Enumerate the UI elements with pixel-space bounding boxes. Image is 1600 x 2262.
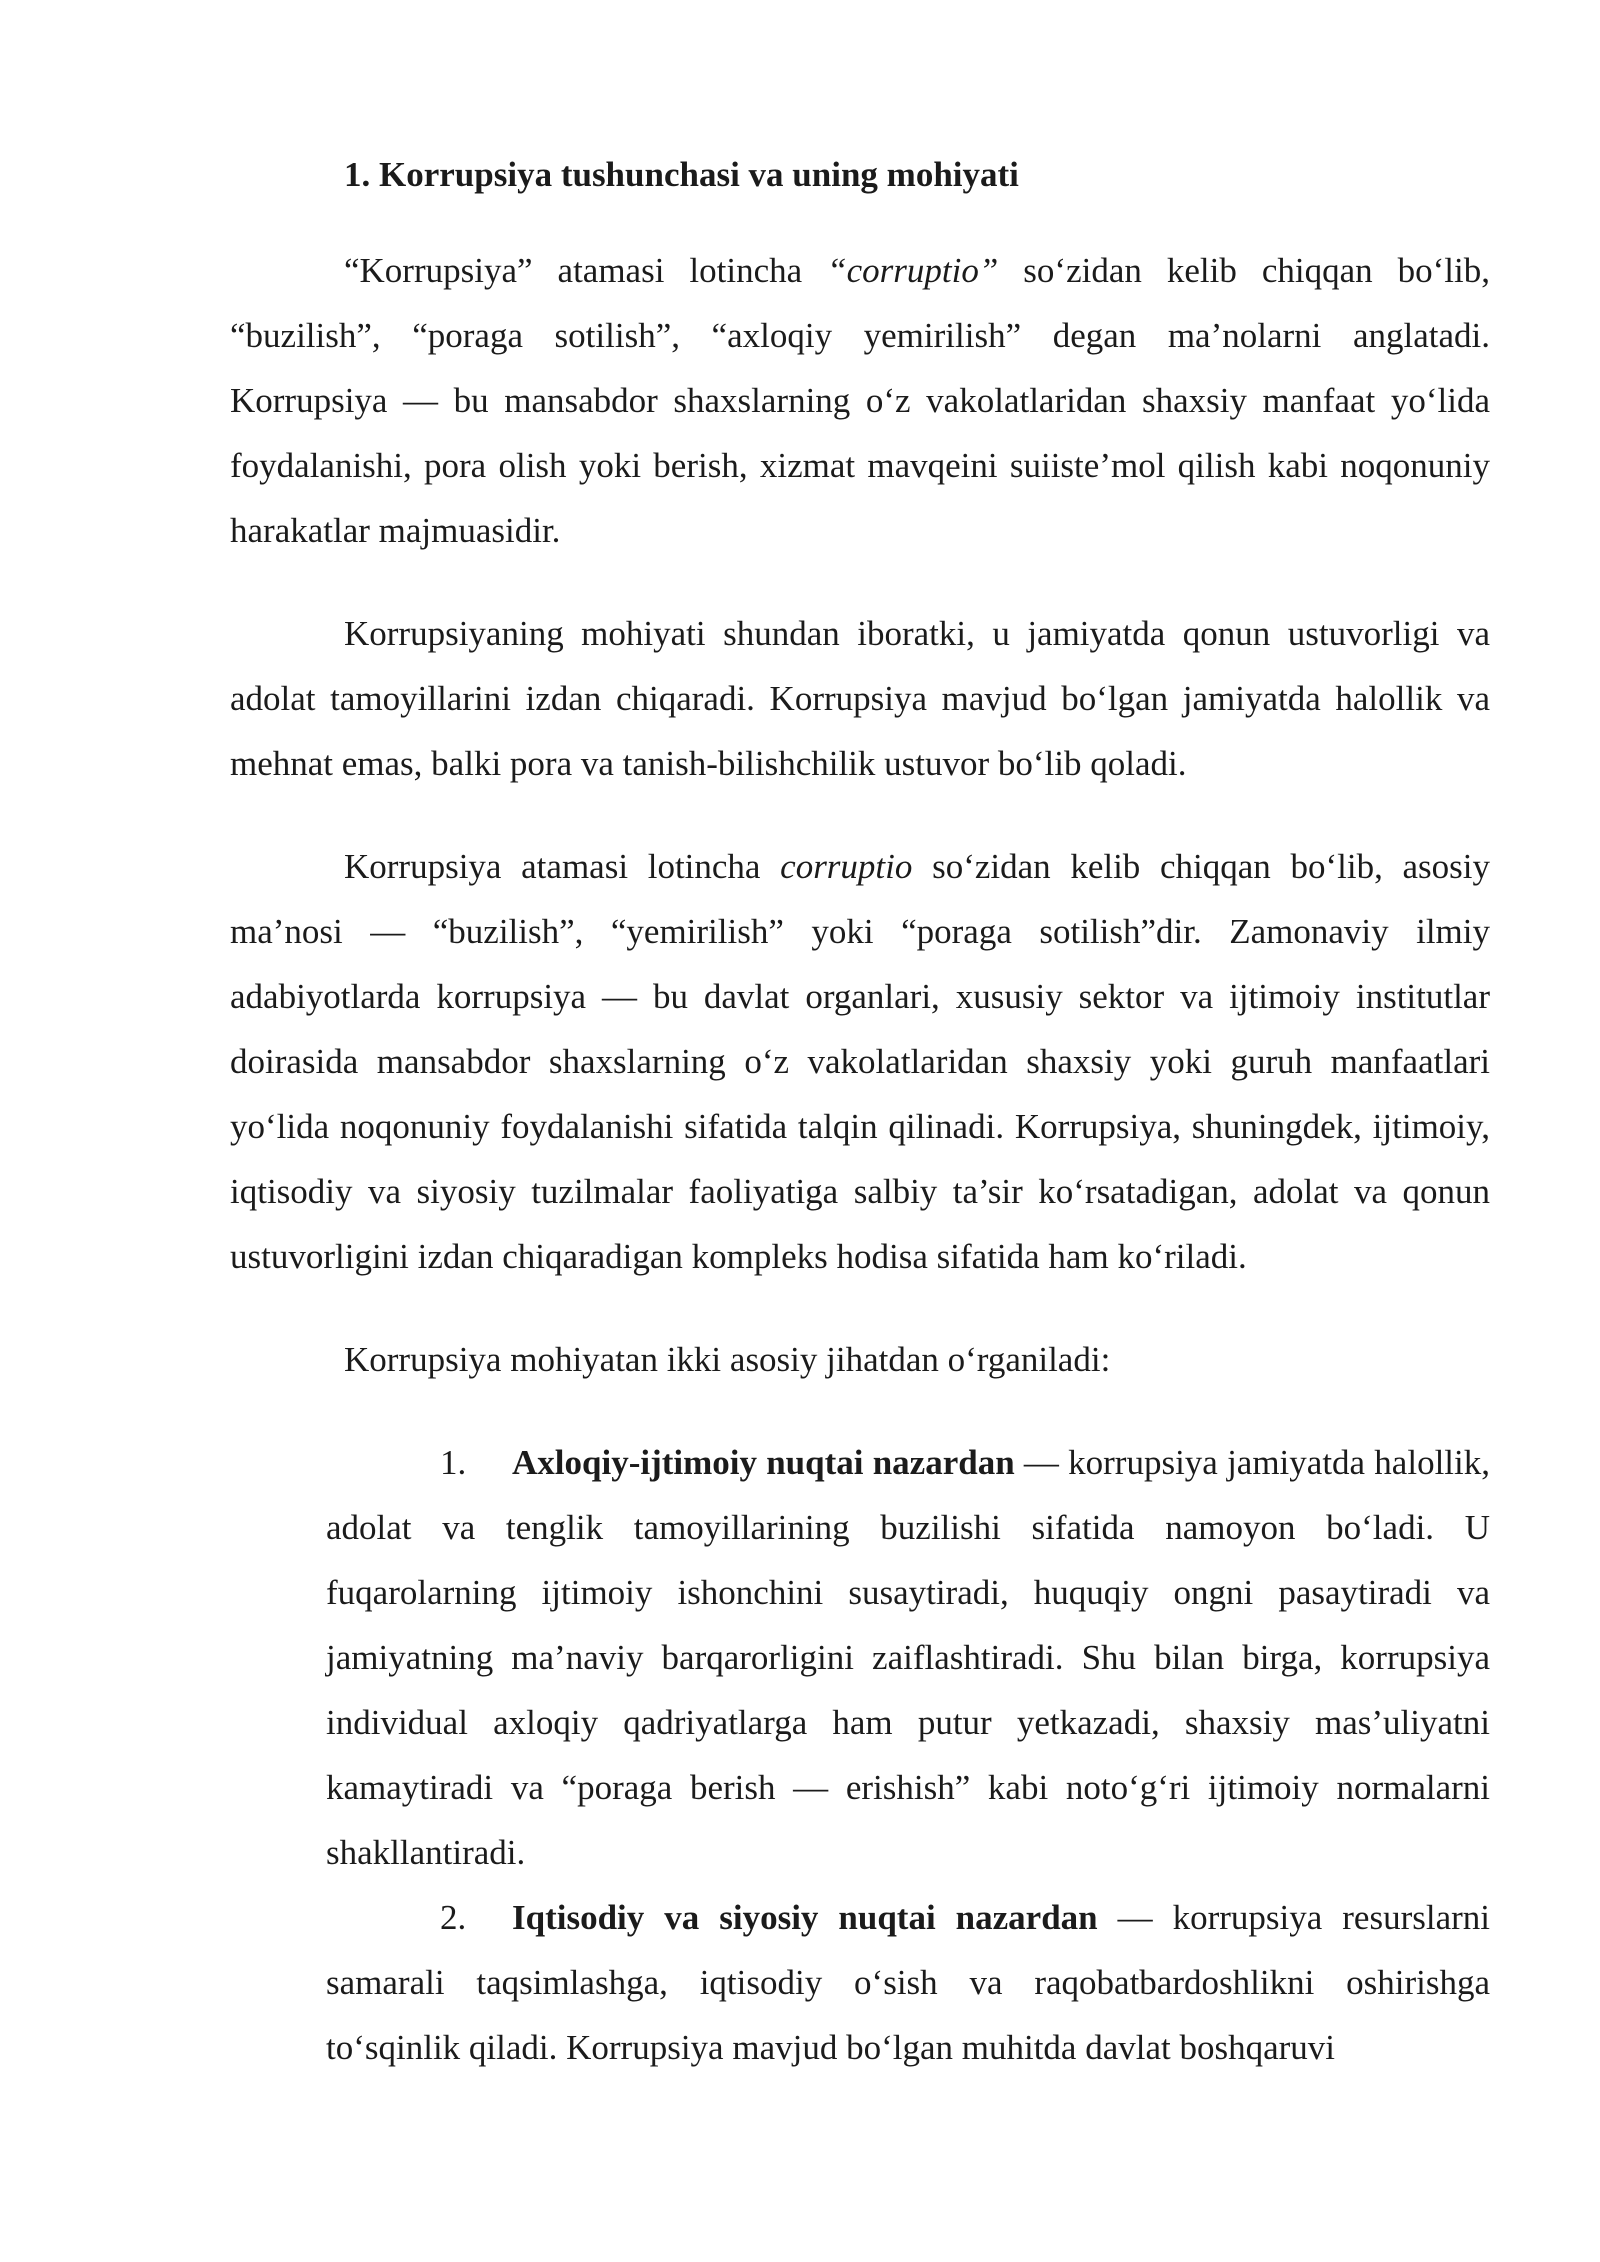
paragraph-3: [230, 834, 1490, 1289]
list-intro: Korrupsiya mohiyatan ikki asosiy jihatdan o‘rganiladi:: [344, 1340, 1111, 1379]
list-item-text: — korrupsiya resurslarni samarali taqsimlashga, iqtisodiy o‘sish va raqobatbardoshlikni oshirishga to‘sqinlik qiladi. Korrupsiya mavjud bo‘lgan muhitda davlat boshqaruvi: [326, 1898, 1490, 2067]
paragraph-1-start: “Korrupsiya” atamasi lotincha: [344, 251, 828, 290]
list-number: 2.: [440, 1898, 467, 1937]
paragraph-3-italic: corruptio: [780, 847, 913, 886]
list-item-heading: Axloqiy-ijtimoiy nuqtai nazardan: [512, 1443, 1015, 1482]
paragraph-1-rest: so‘zidan kelib chiqqan bo‘lib, “buzilish”, “poraga sotilish”, “axloqiy yemirilish” degan ma’nolarni anglatadi. Korrupsiya — bu mansabdor shaxslarning o‘z vakolatlaridan shaxsiy manfaat yo‘lida foydalanishi, pora olish yoki berish, xizmat mavqeini suiiste’mol qilish kabi noqonuniy harakatlar majmuasidir.: [230, 251, 1490, 550]
document-page: [230, 150, 1490, 2080]
paragraph-2: Korrupsiyaning mohiyati shundan iboratki, u jamiyatda qonun ustuvorligi va adolat tamoyillarini izdan chiqaradi. Korrupsiya mavjud bo‘lgan jamiyatda halollik va mehnat emas, balki pora va tanish-bilishchilik ustuvor bo‘lib qoladi.: [230, 614, 1490, 783]
list-number: 1.: [440, 1443, 467, 1482]
list-item-text: — korrupsiya jamiyatda halollik, adolat va tenglik tamoyillarining buzilishi sifatida namoyon bo‘ladi. U fuqarolarning ijtimoiy ishonchini susaytiradi, huquqiy ongni pasaytiradi va jamiyatning ma’naviy barqarorligini zaiflashtiradi. Shu bilan birga, korrupsiya individual axloqiy qadriyatlarga ham putur yetkazadi, shaxsiy mas’uliyatni kamaytiradi va “poraga berish — erishish” kabi noto‘g‘ri ijtimoiy normalarni shakllantiradi.: [326, 1443, 1490, 1872]
paragraph-3-rest: so‘zidan kelib chiqqan bo‘lib, asosiy ma’nosi — “buzilish”, “yemirilish” yoki “poraga sotilish”dir. Zamonaviy ilmiy adabiyotlarda korrupsiya — bu davlat organlari, xususiy sektor va ijtimoiy institutlar doirasida mansabdor shaxslarning o‘z vakolatlaridan shaxsiy yoki guruh manfaatlari yo‘lida noqonuniy foydalanishi sifatida talqin qilinadi. Korrupsiya, shuningdek, ijtimoiy, iqtisodiy va siyosiy tuzilmalar faoliyatiga salbiy ta’sir ko‘rsatadigan, adolat va qonun ustuvorligini izdan chiqaradigan kompleks hodisa sifatida ham ko‘riladi.: [230, 847, 1490, 1276]
list-item-heading: Iqtisodiy va siyosiy nuqtai nazardan: [512, 1898, 1098, 1937]
section-title: 1. Korrupsiya tushunchasi va uning mohiyati: [344, 155, 1019, 194]
paragraph-3-start: Korrupsiya atamasi lotincha: [344, 847, 781, 886]
list-item: [230, 1885, 1490, 2080]
list-item: [230, 1430, 1490, 1885]
paragraph-1-italic: “corruptio”: [827, 251, 999, 290]
paragraph-1: [230, 238, 1490, 563]
